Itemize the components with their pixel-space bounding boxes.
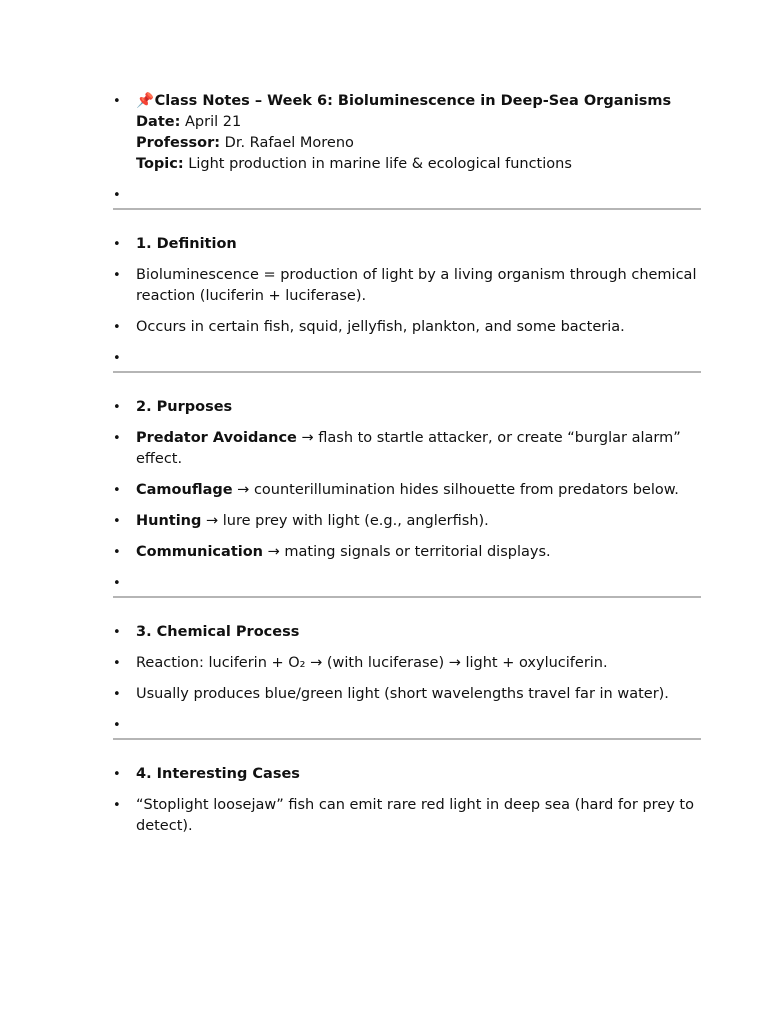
section-heading xyxy=(113,234,701,255)
topic-label: Topic: xyxy=(136,156,184,172)
section-divider xyxy=(113,596,701,598)
list-item xyxy=(113,511,701,532)
list-item xyxy=(113,428,701,470)
list-item xyxy=(113,317,701,338)
bullet: • xyxy=(113,656,121,671)
professor-label: Professor: xyxy=(136,135,221,151)
bullet: • xyxy=(113,767,121,782)
date-label: Date: xyxy=(136,114,181,130)
section-heading-text: 4. Interesting Cases xyxy=(136,766,300,782)
bullet: • xyxy=(113,320,121,335)
date-value: April 21 xyxy=(185,114,242,130)
list-item-text: → flash to startle attacker, or create “burglar alarm” effect. xyxy=(136,430,681,467)
bullet: • xyxy=(113,798,121,813)
bullet: • xyxy=(113,431,121,446)
empty-list-item xyxy=(113,715,701,736)
bullet: • xyxy=(113,483,121,498)
date-line xyxy=(136,112,701,133)
list-item xyxy=(113,653,701,674)
bullet: • xyxy=(113,718,121,733)
empty-list-item xyxy=(113,348,701,369)
header-list-item xyxy=(113,91,701,175)
professor-line xyxy=(136,133,701,154)
list-item-text: Bioluminescence = production of light by a living organism through chemical reaction (luciferin + luciferase). xyxy=(136,267,697,304)
list-item-text: Usually produces blue/green light (short wavelengths travel far in water). xyxy=(136,686,669,702)
bullet: • xyxy=(113,351,121,366)
section-divider xyxy=(113,371,701,373)
list-item-text: “Stoplight loosejaw” fish can emit rare red light in deep sea (hard for prey to detect). xyxy=(136,797,694,834)
notes-title xyxy=(136,91,701,112)
pushpin-icon: 📌 xyxy=(136,93,155,109)
empty-list-item xyxy=(113,573,701,594)
bullet: • xyxy=(113,545,121,560)
list-item-text: → mating signals or territorial displays. xyxy=(263,544,551,560)
bullet: • xyxy=(113,625,121,640)
list-item-text: → lure prey with light (e.g., anglerfish). xyxy=(201,513,489,529)
section-heading-text: 3. Chemical Process xyxy=(136,624,300,640)
section-heading xyxy=(113,397,701,418)
bullet: • xyxy=(113,268,121,283)
list-item-text: → counterillumination hides silhouette from predators below. xyxy=(232,482,679,498)
list-item xyxy=(113,795,701,837)
bullet: • xyxy=(113,400,121,415)
section-heading-text: 2. Purposes xyxy=(136,399,233,415)
list-item-bold: Predator Avoidance xyxy=(136,430,297,446)
professor-value: Dr. Rafael Moreno xyxy=(224,135,354,151)
bullet: • xyxy=(113,514,121,529)
section-divider xyxy=(113,738,701,740)
topic-line xyxy=(136,154,701,175)
list-item-bold: Hunting xyxy=(136,513,202,529)
notes-title-text: Class Notes – Week 6: Bioluminescence in Deep-Sea Organisms xyxy=(154,93,672,109)
list-item xyxy=(113,265,701,307)
list-item xyxy=(113,684,701,705)
class-notes-document xyxy=(113,91,701,847)
bullet: • xyxy=(113,576,121,591)
list-item-text: Occurs in certain fish, squid, jellyfish, plankton, and some bacteria. xyxy=(136,319,625,335)
list-item xyxy=(113,542,701,563)
section-heading xyxy=(113,622,701,643)
section-heading xyxy=(113,764,701,785)
section-heading-text: 1. Definition xyxy=(136,236,237,252)
bullet: • xyxy=(113,237,121,252)
list-item xyxy=(113,480,701,501)
empty-list-item xyxy=(113,185,701,206)
list-item-bold: Camouflage xyxy=(136,482,233,498)
section-divider xyxy=(113,208,701,210)
list-item-bold: Communication xyxy=(136,544,264,560)
list-item-text: Reaction: luciferin + O₂ → (with luciferase) → light + oxyluciferin. xyxy=(136,655,608,671)
bullet: • xyxy=(113,188,121,203)
bullet: • xyxy=(113,94,121,109)
bullet: • xyxy=(113,687,121,702)
topic-value: Light production in marine life & ecological functions xyxy=(188,156,572,172)
